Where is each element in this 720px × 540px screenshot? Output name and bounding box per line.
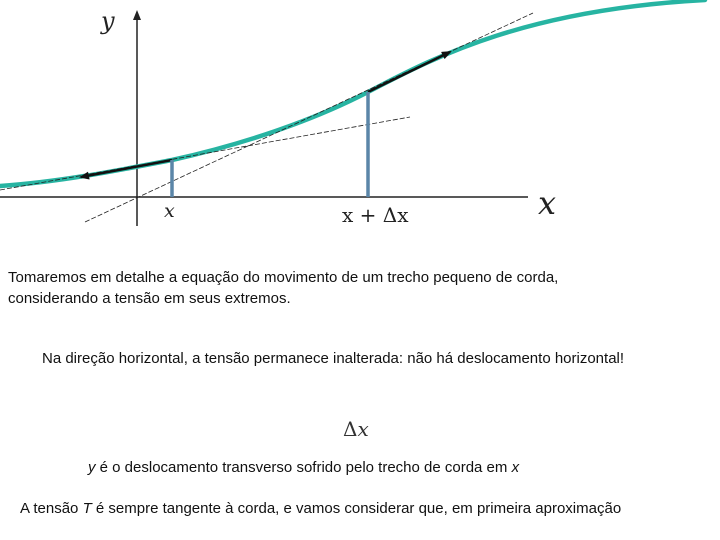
intro-paragraph	[8, 267, 558, 309]
tension-arrow-left	[81, 160, 172, 177]
delta-x-formula	[343, 419, 369, 440]
tension-statement-start: A tensão	[20, 500, 83, 517]
x-variable: x	[511, 459, 520, 476]
tangent-line-right	[85, 13, 533, 222]
tick-label-x: x	[164, 200, 175, 222]
delta-symbol: Δ	[343, 417, 358, 441]
intro-line-2: considerando a tensão em seus extremos.	[8, 290, 291, 307]
tension-statement	[20, 498, 621, 519]
y-definition-text: é o deslocamento transverso sofrido pelo trecho de corda em	[95, 459, 512, 476]
y-variable: y	[88, 459, 96, 476]
intro-line-1: Tomaremos em detalhe a equação do movimento de um trecho pequeno de corda,	[8, 269, 559, 286]
tension-statement-end: é sempre tangente à corda, e vamos considerar que, em primeira aproximação	[91, 500, 622, 517]
delta-variable: x	[357, 417, 369, 441]
x-axis-label: x	[538, 184, 557, 222]
y-definition	[88, 457, 519, 478]
y-axis-label: y	[101, 7, 115, 35]
tension-arrow-right	[368, 52, 450, 92]
y-axis-arrow-icon	[133, 10, 141, 20]
tension-variable: T	[82, 500, 92, 517]
string-diagram	[0, 0, 720, 235]
tick-label-x-plus-dx: x + Δx	[342, 203, 409, 227]
horizontal-direction-note: Na direção horizontal, a tensão permanece inalterada: não há deslocamento horizontal!	[42, 350, 625, 367]
